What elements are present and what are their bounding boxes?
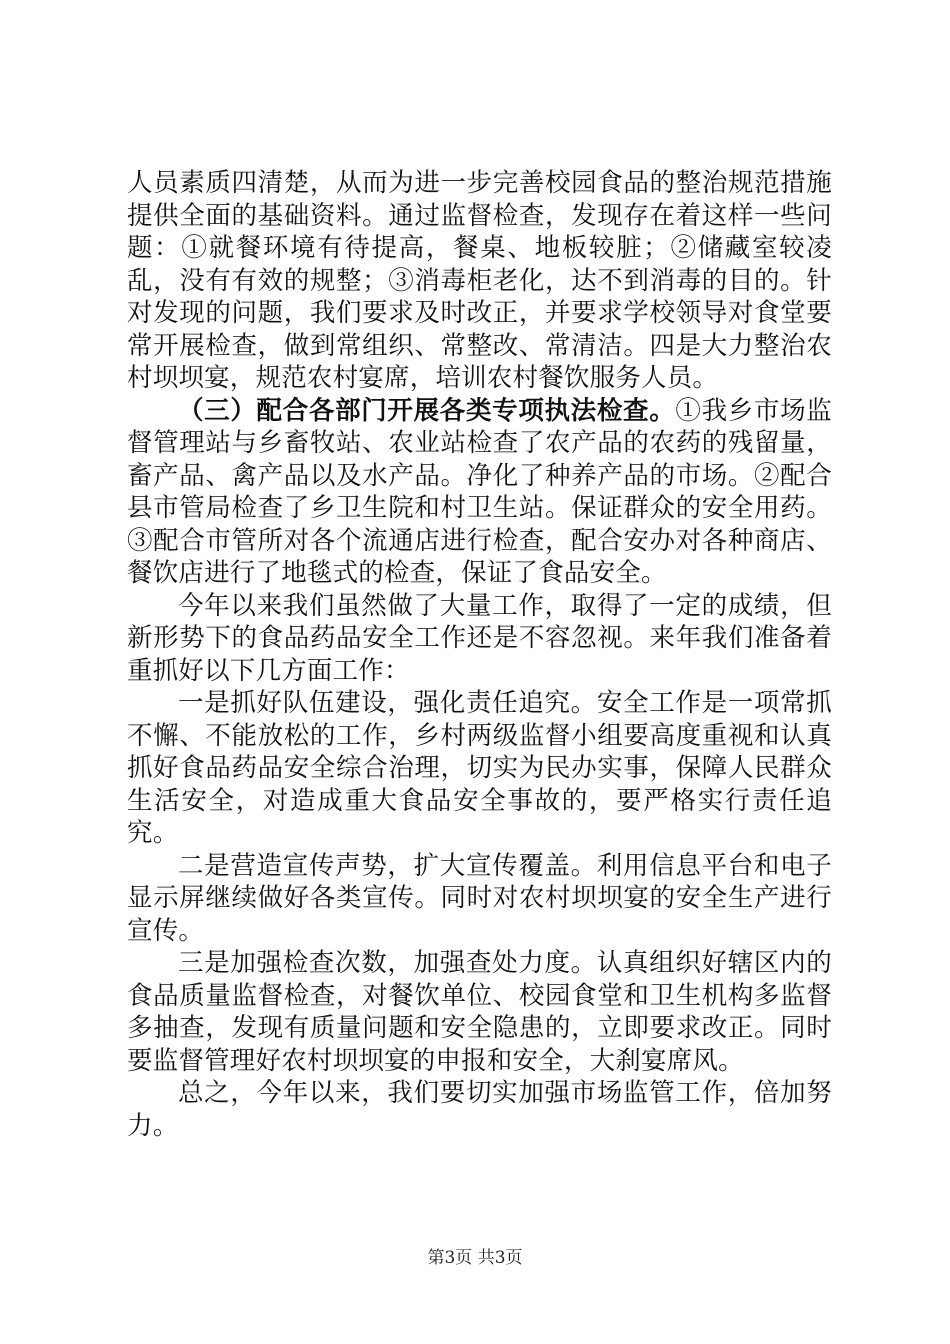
paragraph-text: 总之，今年以来，我们要切实加强市场监管工作，倍加努力。	[127, 1078, 832, 1141]
paragraph-text: 人员素质四清楚，从而为进一步完善校园食品的整治规范措施提供全面的基础资料。通过监督检查，发现存在着这样一些问题：①就餐环境有待提高，餐桌、地板较脏；②储藏室较凌乱，没有有效的规整；③消毒柜老化，达不到消毒的目的。针对发现的问题，我们要求及时改正，并要求学校领导对食堂要常开展检查，做到常组织、常整改、常清洁。四是大力整治农村坝坝宴，规范农村宴席，培训农村餐饮服务人员。	[127, 168, 832, 393]
paragraph-continuation	[127, 167, 832, 395]
paragraph-plan-two	[127, 850, 832, 948]
paragraph-plan-one	[127, 687, 832, 850]
paragraph-text: 二是营造宣传声势，扩大宣传覆盖。利用信息平台和电子显示屏继续做好各类宣传。同时对农村坝坝宴的安全生产进行宣传。	[127, 850, 832, 946]
paragraph-summary	[127, 590, 832, 688]
paragraph-conclusion	[127, 1077, 832, 1142]
document-body	[127, 167, 832, 1142]
page-number-footer: 第3页 共3页	[427, 1248, 523, 1268]
paragraph-text: 三是加强检查次数，加强查处力度。认真组织好辖区内的食品质量监督检查，对餐饮单位、校园食堂和卫生机构多监督多抽查，发现有质量问题和安全隐患的，立即要求改正。同时要监督管理好农村坝坝宴的申报和安全，大刹宴席风。	[127, 948, 832, 1076]
section-heading: （三）配合各部门开展各类专项执法检查。	[178, 395, 676, 426]
paragraph-plan-three	[127, 947, 832, 1077]
paragraph-text: ①我乡市场监督管理站与乡畜牧站、农业站检查了农产品的农药的残留量，畜产品、禽产品以及水产品。净化了种养产品的市场。②配合县市管局检查了乡卫生院和村卫生站。保证群众的安全用药。③配合市管所对各个流通店进行检查，配合安办对各种商店、餐饮店进行了地毯式的检查，保证了食品安全。	[127, 395, 832, 588]
paragraph-text: 一是抓好队伍建设，强化责任追究。安全工作是一项常抓不懈、不能放松的工作，乡村两级监督小组要高度重视和认真抓好食品药品安全综合治理，切实为民办实事，保障人民群众生活安全，对造成重大食品安全事故的，要严格实行责任追究。	[127, 688, 832, 848]
paragraph-section-three	[127, 395, 832, 590]
paragraph-text: 今年以来我们虽然做了大量工作，取得了一定的成绩，但新形势下的食品药品安全工作还是不容忽视。来年我们准备着重抓好以下几方面工作：	[127, 590, 832, 686]
